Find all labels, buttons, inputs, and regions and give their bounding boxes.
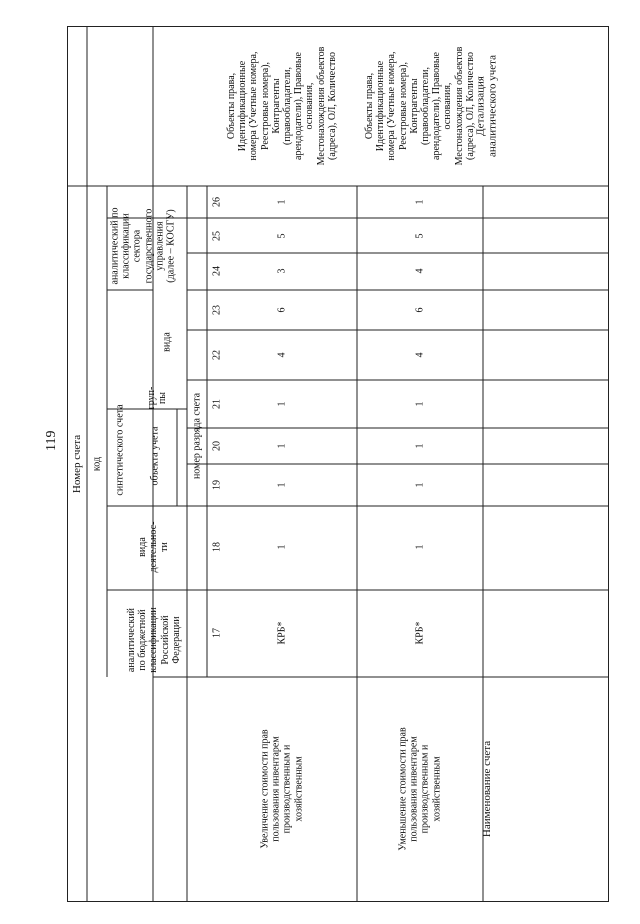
page-number: 119 [44, 430, 59, 451]
table-grid [67, 26, 609, 902]
accounts-table: Номер счета код синтетического счета аналитический по классификации сектора государственного управления (далее – КОСГУ) аналитический по бюджетной классификации Российской Федерации вида деятельнос- ти объекта учета груп- пы вида номер разряда счета Наименование счета Детализация аналитического учета 17 18 19 20 21 22 23 24 25 26 Увеличение стоимости прав пользования инвентарем производственным и хозяйственным КРБ* 1 1 1 1 4 6 3 5 1 Объекты права, Идентификационные номера (Учетные номера, Реестровые номера), Контрагенты (правообладатели, арендодатели), Правовые основания, Местонахождения объектов (адреса), ОЛ, Количество Уменьшение стоимости прав пользования инвентарем производственным и хозяйственным КРБ* 1 1 1 1 4 6 4 5 1 Объекты права, Идентификационные номера (Учетные номера, Реестровые номера), Контрагенты (правообладатели, арендодатели), Правовые основания, Местонахождения объектов (адреса), ОЛ, Количество [67, 26, 609, 902]
